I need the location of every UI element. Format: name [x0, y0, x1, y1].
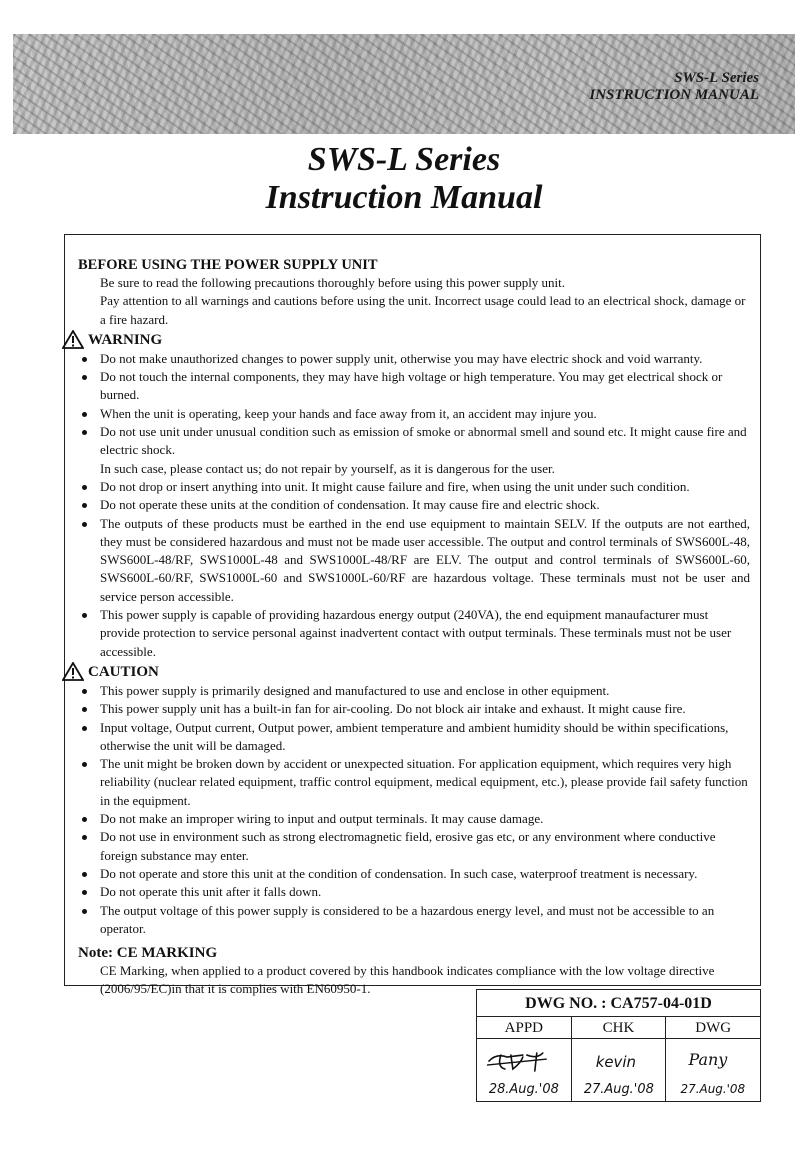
- caution-item-text: Input voltage, Output current, Output power, ambient temperature and ambient humidity should be within specifications, otherwise the unit will be damaged.: [100, 719, 729, 753]
- caution-heading: [62, 662, 750, 682]
- caution-item-text: Do not operate this unit after it falls down.: [100, 884, 322, 900]
- warning-triangle-icon: [62, 330, 84, 349]
- warning-heading: [62, 330, 750, 350]
- before-heading: BEFORE USING THE POWER SUPPLY UNIT: [78, 257, 378, 273]
- warning-item-text: Do not drop or insert anything into unit. It might cause failure and fire, when using the unit under such condition.: [100, 478, 690, 494]
- header-banner: [13, 34, 795, 134]
- page-title-manual: Instruction Manual: [265, 179, 543, 216]
- note-text: CE Marking, when applied to a product covered by this handbook indicates compliance with the low voltage directive (2006/95/EC)in that it is complies with EN60950-1.: [100, 963, 715, 997]
- warning-item-text: Do not use unit under unusual condition such as emission of smoke or abnormal smell and sound etc. It might cause fire and electric shock.: [100, 424, 747, 458]
- caution-label: CAUTION: [88, 663, 159, 680]
- chk-signature-mark: [572, 1039, 666, 1101]
- list-item: [100, 350, 750, 368]
- appd-signature-mark: [477, 1039, 571, 1101]
- list-item: [100, 902, 750, 939]
- col-chk: CHK: [572, 1017, 667, 1039]
- chk-signature: [572, 1039, 667, 1101]
- col-dwg: DWG: [666, 1017, 760, 1039]
- drawing-number: DWG NO. : CA757-04-01D: [477, 990, 760, 1017]
- list-item: [100, 755, 750, 810]
- appd-date: 28.Aug.'08: [488, 1081, 559, 1097]
- warning-item-text: The outputs of these products must be earthed in the end use equipment to maintain SELV. If the outputs are not earthed, they must be considered hazardous and must not be made user accessible. The output and control terminals of SWS600L-48, SWS600L-48/RF, SWS1000L-48 and SWS1000L-48/RF are ELV. The output and control terminals of SWS600L-60, SWS600L-60/RF, SWS1000L-60 and SWS1000L-60/RF are hazardous voltage. These terminals must not be user and service person accessible.: [100, 515, 750, 604]
- dwg-signature: [666, 1039, 760, 1101]
- warning-item-text: Do not touch the internal components, they may have high voltage or high temperature. You may get electrical shock or burned.: [100, 369, 723, 403]
- list-item: [100, 606, 750, 661]
- list-item: [100, 682, 750, 700]
- dwg-signature-mark: [666, 1039, 760, 1101]
- banner-series: SWS-L Series: [674, 70, 759, 86]
- caution-item-text: Do not use in environment such as strong electromagnetic field, erosive gas etc, or any environment where conductive foreign substance may enter.: [100, 829, 716, 863]
- dwg-name: Pany: [688, 1050, 728, 1070]
- signature-row: [477, 1039, 760, 1101]
- list-item: [100, 515, 750, 606]
- list-item: [100, 478, 750, 496]
- list-item: [100, 865, 750, 883]
- warning-item-extra: In such case, please contact us; do not repair by yourself, as it is dangerous for the user.: [100, 460, 555, 476]
- approval-header-row: [477, 1017, 760, 1039]
- caution-item-text: Do not operate and store this unit at the condition of condensation. In such case, waterproof treatment is necessary.: [100, 865, 698, 881]
- before-para-1: Be sure to read the following precautions thoroughly before using this power supply unit.: [100, 275, 566, 290]
- dwg-date: 27.Aug.'08: [680, 1081, 746, 1096]
- warning-label: WARNING: [88, 331, 163, 348]
- warning-item-text: When the unit is operating, keep your hands and face away from it, an accident may injure you.: [100, 405, 597, 421]
- drawing-approval-table: [476, 989, 761, 1102]
- list-item: [100, 719, 750, 756]
- list-item: [100, 405, 750, 423]
- appd-signature: [477, 1039, 572, 1101]
- page-title-series: SWS-L Series: [307, 141, 501, 178]
- precautions-content: [78, 256, 750, 999]
- col-appd: APPD: [477, 1017, 572, 1039]
- warning-item-text: Do not operate these units at the condition of condensation. It may cause fire and electric shock.: [100, 497, 600, 513]
- caution-item-text: This power supply unit has a built-in fan for air-cooling. Do not block air intake and exhaust. It might cause fire.: [100, 701, 686, 717]
- banner-title: [589, 70, 759, 104]
- chk-name: kevin: [595, 1053, 636, 1072]
- banner-manual: INSTRUCTION MANUAL: [589, 87, 759, 103]
- caution-item-text: The output voltage of this power supply is considered to be a hazardous energy level, and must not be accessible to an operator.: [100, 902, 715, 936]
- caution-list: [78, 682, 750, 938]
- list-item: [100, 423, 750, 478]
- warning-item-text: This power supply is capable of providing hazardous energy output (240VA), the end equipment manaufacturer must provide protection to service personal against inadvertent contact with output terminals. These terminals must not be user accessible.: [100, 607, 732, 659]
- caution-item-text: Do not make an improper wiring to input and output terminals. It may cause damage.: [100, 811, 544, 827]
- list-item: [100, 828, 750, 865]
- chk-date: 27.Aug.'08: [583, 1081, 654, 1097]
- caution-item-text: This power supply is primarily designed and manufactured to use and enclose in other equipment.: [100, 682, 610, 698]
- caution-item-text: The unit might be broken down by accident or unexpected situation. For application equipment, which requires very high reliability (nuclear related equipment, traffic control equipment, medical equipment, etc.), please provide fail safety function in the equipment.: [100, 756, 748, 808]
- warning-list: [78, 350, 750, 661]
- list-item: [100, 883, 750, 901]
- note-heading: Note: CE MARKING: [78, 945, 218, 962]
- list-item: [100, 496, 750, 514]
- list-item: [100, 368, 750, 405]
- list-item: [100, 810, 750, 828]
- warning-item-text: Do not make unauthorized changes to power supply unit, otherwise you may have electric shock and void warranty.: [100, 350, 703, 366]
- list-item: [100, 700, 750, 718]
- before-para-2: Pay attention to all warnings and cautions before using the unit. Incorrect usage could lead to an electrical shock, damage or a fire hazard.: [100, 293, 746, 327]
- caution-triangle-icon: [62, 662, 84, 681]
